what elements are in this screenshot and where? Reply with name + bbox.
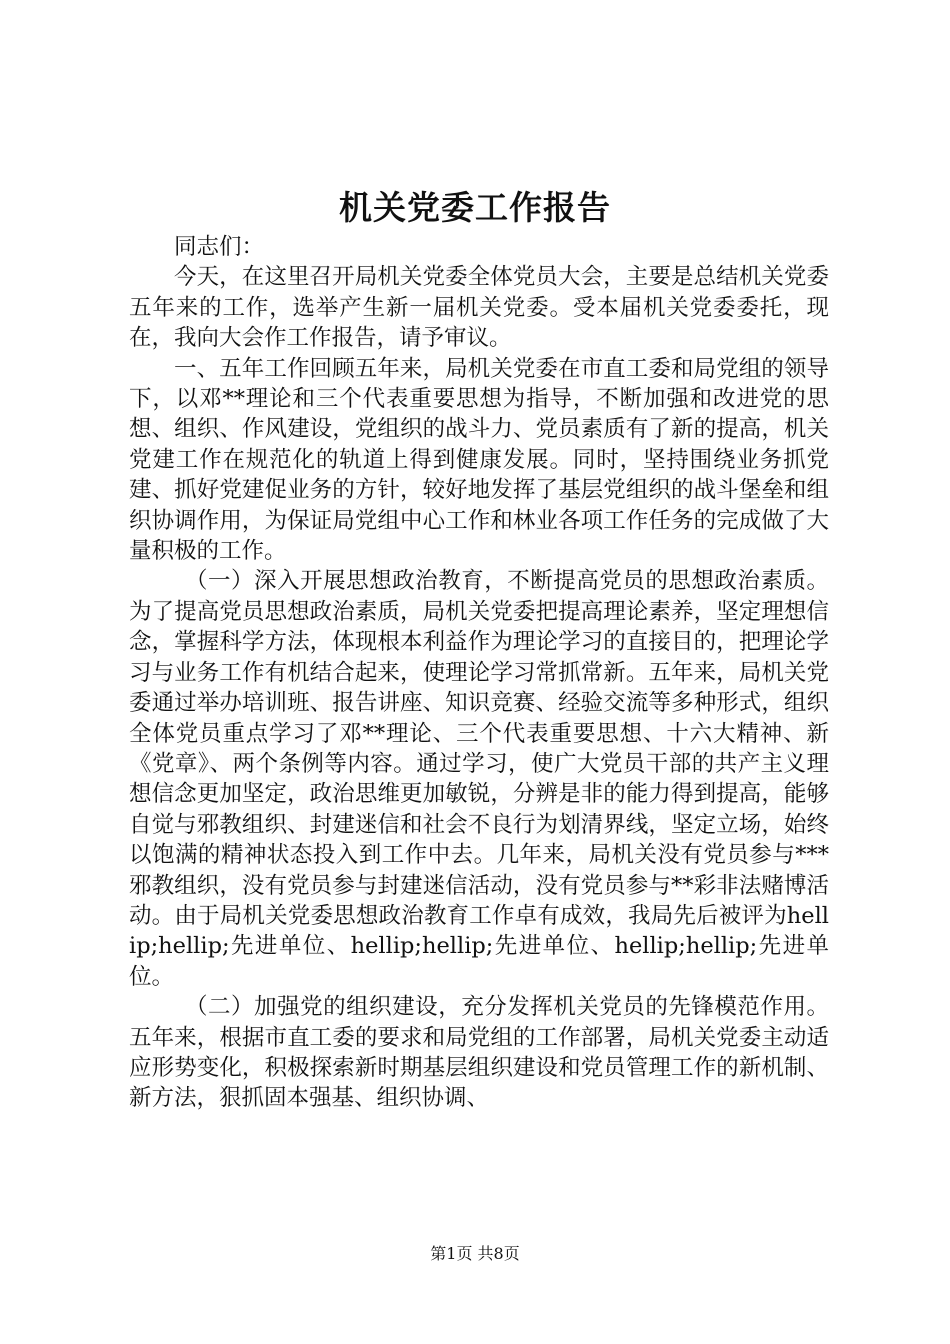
- intro-paragraph: 今天，在这里召开局机关党委全体党员大会，主要是总结机关党委五年来的工作，选举产生新一届机关党委。受本届机关党委委托，现在，我向大会作工作报告，请予审议。: [129, 264, 829, 352]
- section-two-paragraph: （二）加强党的组织建设，充分发挥机关党员的先锋模范作用。五年来，根据市直工委的要求和局党组的工作部署，局机关党委主动适应形势变化，积极探索新时期基层组织建设和党员管理工作的新机制、新方法，狠抓固本强基、组织协调、: [129, 994, 829, 1112]
- page-number-footer: 第1页 共8页: [430, 1244, 520, 1263]
- section-one-paragraph: （一）深入开展思想政治教育，不断提高党员的思想政治素质。为了提高党员思想政治素质，局机关党委把提高理论素养，坚定理想信念，掌握科学方法，体现根本利益作为理论学习的直接目的，把理论学习与业务工作有机结合起来，使理论学习常抓常新。五年来，局机关党委通过举办培训班、报告讲座、知识竞赛、经验交流等多种形式，组织全体党员重点学习了邓**理论、三个代表重要思想、十六大精神、新《党章》、两个条例等内容。通过学习，使广大党员干部的共产主义理想信念更加坚定，政治思维更加敏锐，分辨是非的能力得到提高，能够自觉与邪教组织、封建迷信和社会不良行为划清界线，坚定立场，始终以饱满的精神状态投入到工作中去。几年来，局机关没有党员参与***邪教组织，没有党员参与封建迷信活动，没有党员参与**彩非法赌博活动。由于局机关党委思想政治教育工作卓有成效，我局先后被评为hellip;hellip;先进单位、hellip;hellip;先进单位、hellip;hellip;先进单位。: [129, 568, 829, 990]
- review-paragraph: 一、五年工作回顾五年来，局机关党委在市直工委和局党组的领导下，以邓**理论和三个代表重要思想为指导，不断加强和改进党的思想、组织、作风建设，党组织的战斗力、党员素质有了新的提高，机关党建工作在规范化的轨道上得到健康发展。同时，坚持围绕业务抓党建、抓好党建促业务的方针，较好地发挥了基层党组织的战斗堡垒和组织协调作用，为保证局党组中心工作和林业各项工作任务的完成做了大量积极的工作。: [129, 355, 829, 565]
- document-title: 机关党委工作报告: [339, 188, 611, 227]
- document-body: [129, 232, 829, 1114]
- salutation-paragraph: 同志们：: [174, 234, 265, 260]
